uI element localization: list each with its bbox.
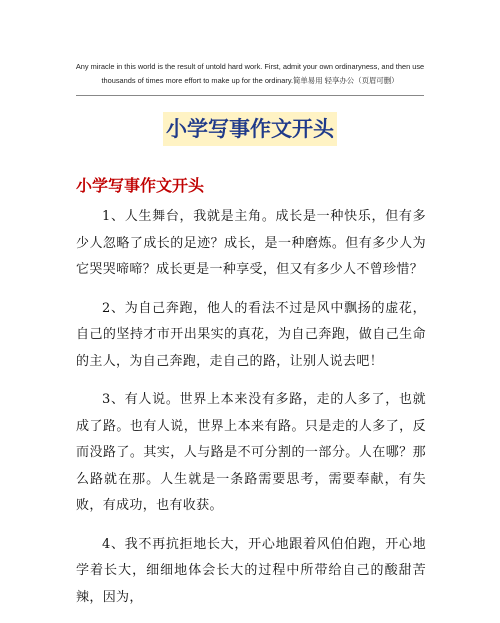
section-heading: 小学写事作文开头 bbox=[76, 176, 205, 195]
header-note-line-2: thousands of times more effort to make up for the ordinary.简单易用 轻享办公（页眉可删） bbox=[101, 76, 399, 85]
paragraph-4: 4、我不再抗拒地长大，开心地跟着风伯伯跑，开心地学着长大，细细地体会长大的过程中所带给自己的酸甜苦辣，因为， bbox=[76, 536, 426, 605]
header-divider bbox=[76, 95, 424, 96]
paragraph-1: 1、人生舞台，我就是主角。成长是一种快乐，但有多少人忽略了成长的足迹？成长，是一种磨炼。但有多少人为它哭哭啼啼？成长更是一种享受，但又有多少人不曾珍惜？ bbox=[76, 209, 426, 277]
document-body bbox=[76, 204, 426, 623]
document-title bbox=[0, 112, 500, 146]
document-title-text: 小学写事作文开头 bbox=[163, 112, 337, 146]
page-header-note bbox=[40, 60, 460, 88]
paragraph-2: 2、为自己奔跑，他人的看法不过是风中飘扬的虚花，自己的坚持才市开出果实的真花，为自己奔跑，做自己生命的主人，为自己奔跑，走自己的路，让别人说去吧！ bbox=[76, 300, 426, 369]
paragraph-3: 3、有人说。世界上本来没有多路，走的人多了，也就成了路。也有人说，世界上本来有路。只是走的人多了，反而没路了。其实，人与路是不可分割的一部分。人在哪？那么路就在那。人生就是一条路需要思考，需要奉献，有失败，有成功，也有收获。 bbox=[76, 392, 426, 513]
header-note-line-1: Any miracle in this world is the result of untold hard work. First, admit your own ordinaryness, and then use bbox=[75, 62, 425, 71]
